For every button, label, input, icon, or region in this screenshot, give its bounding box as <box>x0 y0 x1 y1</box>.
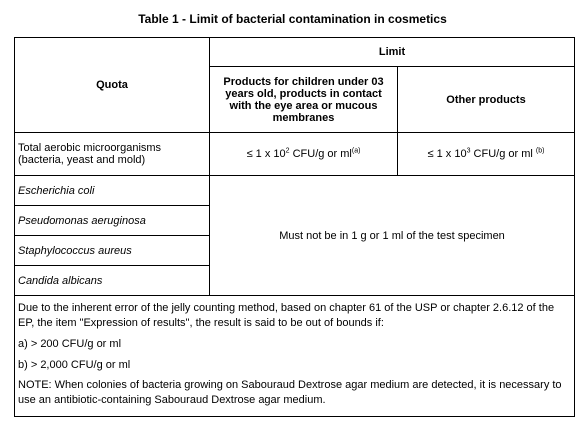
footnote-b: b) > 2,000 CFU/g or ml <box>18 358 131 371</box>
tam-label: Total aerobic microorganisms (bacteria, yeast and mold) <box>15 133 210 176</box>
limit-header: Limit <box>210 38 575 67</box>
footnote-note: NOTE: When colonies of bacteria growing on Sabouraud Dextrose agar medium are detected, it is necessary to use an antibiotic-containing Sabouraud Dextrose agar medium. <box>18 379 562 407</box>
must-not-text: Must not be in 1 g or 1 ml of the test specimen <box>210 176 575 296</box>
tam-other-limit: ≤ 1 x $10^3$ CFU/g or ml $^{(b)}$ <box>398 133 575 176</box>
contamination-table <box>14 37 575 417</box>
table-row <box>15 133 575 176</box>
organism-name: Escherichia coli <box>15 176 210 206</box>
footnote-intro: Due to the inherent error of the jelly counting method, based on chapter 61 of the USP or chapter 2.6.12 of the EP, the item "Expression of results", the result is said to be out of bounds if: <box>18 302 555 329</box>
organism-name: Staphylococcus aureus <box>15 236 210 266</box>
other-products-header: Other products <box>398 67 575 133</box>
tam-children-limit: ≤ 1 x $10^2$ CFU/g or $ml^{(a)}$ <box>210 133 398 176</box>
organism-name: Candida albicans <box>15 266 210 296</box>
footnote-a: a) > 200 CFU/g or ml <box>18 337 122 350</box>
organism-name: Pseudomonas aeruginosa <box>15 206 210 236</box>
table-title: Table 1 - Limit of bacterial contamination in cosmetics <box>138 12 447 26</box>
quota-header: Quota <box>15 38 210 133</box>
footnotes <box>15 296 575 417</box>
table-row <box>15 176 575 206</box>
children-products-header: Products for children under 03 years old, products in contact with the eye area or mucous membranes <box>210 67 398 133</box>
